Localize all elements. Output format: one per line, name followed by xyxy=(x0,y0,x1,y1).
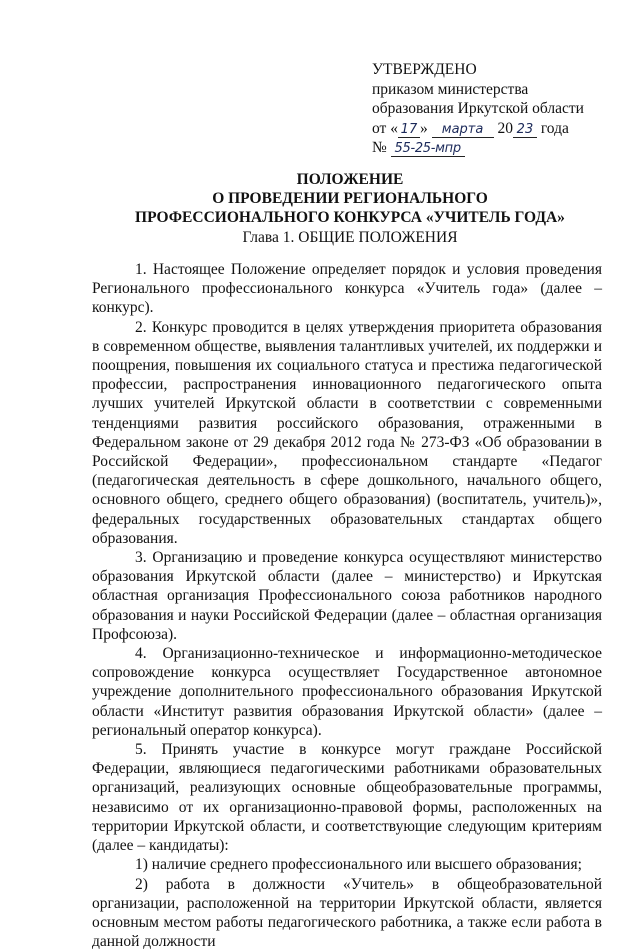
title-line-2: О ПРОВЕДЕНИИ РЕГИОНАЛЬНОГО xyxy=(60,189,640,208)
paragraph: 4. Организационно-техническое и информационно-методическое сопровождение конкурса осуществляет Государственное автономное учреждение дополнительного профессионального образования Иркутской области «Институт развития образования Иркутской области» (далее – региональный оператор конкурса). xyxy=(92,644,602,740)
date-prefix: от « xyxy=(372,120,398,137)
approval-number-line xyxy=(372,138,622,158)
paragraph: 5. Принять участие в конкурсе могут граждане Российской Федерации, являющиеся педагогическими работниками образовательных организаций, реализующих основные общеобразовательные программы, независимо от их организационно-правовой формы, расположенных на территории Иркутской области, и соответствующие следующим критериям (далее – кандидаты): xyxy=(92,740,602,855)
paragraph: 2) работа в должности «Учитель» в общеобразовательной организации, расположенной на территории Иркутской области, является основным местом работы педагогического работника, а также если работа в данной должности xyxy=(92,875,602,951)
approval-heading: УТВЕРЖДЕНО xyxy=(372,60,622,80)
title-line-1: ПОЛОЖЕНИЕ xyxy=(60,170,640,189)
paragraph: 1. Настоящее Положение определяет порядок и условия проведения Регионального профессионального конкурса «Учитель года» (далее – конкурс). xyxy=(92,260,602,318)
title-line-3: ПРОФЕССИОНАЛЬНОГО КОНКУРСА «УЧИТЕЛЬ ГОДА» xyxy=(60,208,640,227)
paragraph: 1) наличие среднего профессионального или высшего образования; xyxy=(92,855,602,874)
approval-ministry-line: образования Иркутской области xyxy=(372,99,622,119)
handwritten-year: 23 xyxy=(513,123,537,138)
number-prefix: № xyxy=(372,139,387,156)
document-body xyxy=(92,260,602,951)
paragraph: 3. Организацию и проведение конкурса осуществляют министерство образования Иркутской области (далее – министерство) и Иркутская областная организация Профессионального союза работников народного образования и науки Российской Федерации (далее – областная организация Профсоюза). xyxy=(92,548,602,644)
handwritten-month: марта xyxy=(432,123,494,138)
approval-order-line: приказом министерства xyxy=(372,80,622,100)
approval-stamp xyxy=(372,60,622,158)
document-title xyxy=(60,170,640,227)
year-prefix: 20 xyxy=(497,120,513,137)
approval-date-line xyxy=(372,119,622,139)
year-word: года xyxy=(541,120,569,137)
handwritten-day: 17 xyxy=(398,123,420,138)
chapter-heading: Глава 1. ОБЩИЕ ПОЛОЖЕНИЯ xyxy=(60,228,640,247)
date-mid: » xyxy=(420,120,428,137)
paragraph: 2. Конкурс проводится в целях утверждения приоритета образования в современном обществе, выявления талантливых учителей, их поддержки и поощрения, повышения их социального статуса и престижа педагогической профессии, распространения инновационного педагогического опыта лучших учителей Иркутской области в соответствии с современными тенденциями развития российского образования, отраженными в Федеральном законе от 29 декабря 2012 года № 273-ФЗ «Об образовании в Российской Федерации», профессиональном стандарте «Педагог (педагогическая деятельность в сфере дошкольного, начального общего, основного общего, среднего общего образования) (воспитатель, учитель)», федеральных государственных образовательных стандартах общего образования. xyxy=(92,318,602,548)
handwritten-number: 55-25-мпр xyxy=(391,142,465,157)
